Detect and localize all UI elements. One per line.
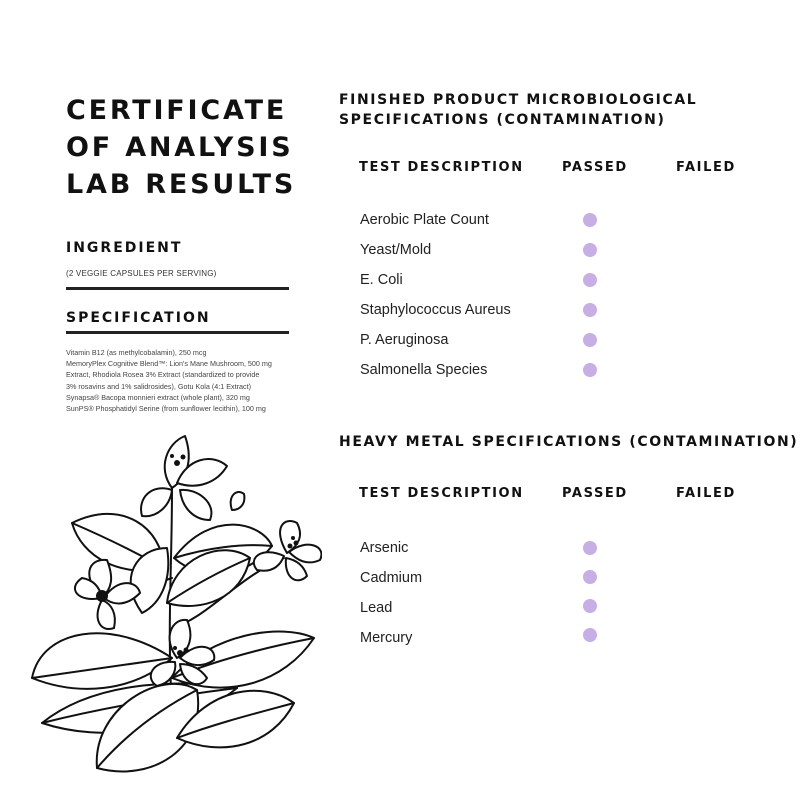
column-passed: PASSED <box>562 160 628 175</box>
column-failed: FAILED <box>676 486 736 501</box>
specification-line: Extract, Rhodiola Rosea 3% Extract (standardized to provide <box>66 370 260 380</box>
divider <box>66 287 289 290</box>
test-name: E. Coli <box>360 272 403 288</box>
purple-dot-icon <box>583 541 597 555</box>
title-line: CERTIFICATE <box>66 95 288 126</box>
specification-line: Vitamin B12 (as methylcobalamin), 250 mcg <box>66 348 207 357</box>
specification-line: Synapsa® Bacopa monnieri extract (whole plant), 320 mg <box>66 392 250 402</box>
specification-line: 3% rosavins and 1% salidrosides), Gotu Kola (4:1 Extract) <box>66 381 251 391</box>
test-name: Arsenic <box>360 540 409 556</box>
document-title <box>66 92 296 203</box>
flowering-herb-illustration-icon <box>22 428 322 808</box>
divider <box>66 331 289 334</box>
purple-dot-icon <box>583 243 597 257</box>
specification-line: SunPS® Phosphatidyl Serine (from sunflower lecithin), 100 mg <box>66 404 266 414</box>
test-name: Mercury <box>360 630 413 646</box>
heading-line: HEAVY METAL SPECIFICATIONS (CONTAMINATION) <box>339 434 799 450</box>
microbiological-heading <box>339 90 697 130</box>
test-name: P. Aeruginosa <box>360 332 449 348</box>
purple-dot-icon <box>583 570 597 584</box>
purple-dot-icon <box>583 333 597 347</box>
purple-dot-icon <box>583 213 597 227</box>
purple-dot-icon <box>583 303 597 317</box>
specification-line: MemoryPlex Cognitive Blend™: Lion's Mane Mushroom, 500 mg <box>66 359 272 369</box>
specification-text <box>66 347 292 414</box>
test-name: Staphylococcus Aureus <box>360 302 511 318</box>
purple-dot-icon <box>583 273 597 287</box>
test-name: Yeast/Mold <box>360 242 432 258</box>
purple-dot-icon <box>583 628 597 642</box>
column-test-description: TEST DESCRIPTION <box>359 486 524 501</box>
column-test-description: TEST DESCRIPTION <box>359 160 524 175</box>
test-name: Salmonella Species <box>360 362 488 378</box>
ingredient-heading: INGREDIENT <box>66 240 183 256</box>
test-name: Cadmium <box>360 570 423 586</box>
title-line: LAB RESULTS <box>66 169 297 200</box>
purple-dot-icon <box>583 599 597 613</box>
heading-line: SPECIFICATIONS (CONTAMINATION) <box>339 112 666 128</box>
test-name: Lead <box>360 600 393 616</box>
specification-heading: SPECIFICATION <box>66 310 211 326</box>
column-failed: FAILED <box>676 160 736 175</box>
purple-dot-icon <box>583 363 597 377</box>
heavy-metal-heading <box>339 432 798 452</box>
title-line: OF ANALYSIS <box>66 132 294 163</box>
heading-line: FINISHED PRODUCT MICROBIOLOGICAL <box>339 92 698 108</box>
test-name: Aerobic Plate Count <box>360 212 489 228</box>
ingredient-serving-note: (2 VEGGIE CAPSULES PER SERVING) <box>66 269 217 278</box>
column-passed: PASSED <box>562 486 628 501</box>
